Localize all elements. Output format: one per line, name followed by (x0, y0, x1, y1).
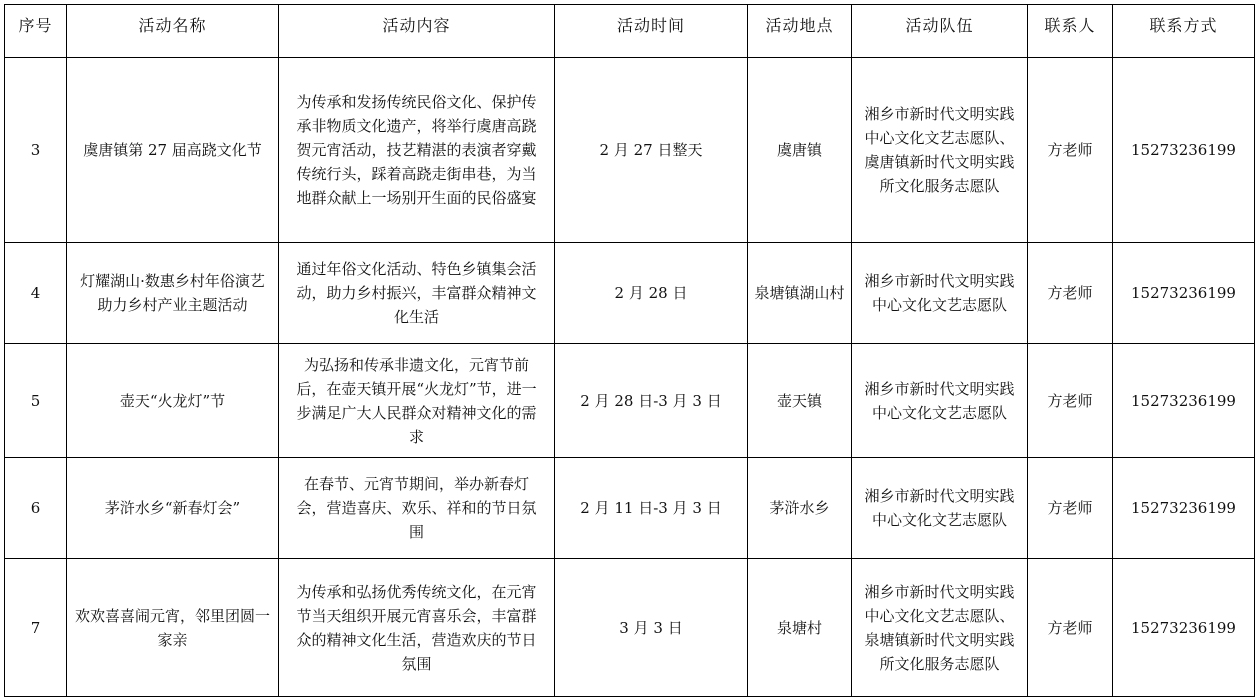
cell-phone: 15273236199 (1113, 344, 1255, 458)
cell-place: 茅浒水乡 (748, 458, 852, 559)
header-index: 序号 (5, 5, 67, 58)
cell-place: 虞唐镇 (748, 58, 852, 243)
cell-name: 壶天“火龙灯”节 (67, 344, 279, 458)
cell-name: 茅浒水乡“新春灯会” (67, 458, 279, 559)
cell-contact: 方老师 (1028, 559, 1113, 697)
cell-place: 壶天镇 (748, 344, 852, 458)
cell-team: 湘乡市新时代文明实践中心文化文艺志愿队、泉塘镇新时代文明实践所文化服务志愿队 (852, 559, 1028, 697)
activity-table-container (4, 4, 1255, 697)
table-row (5, 243, 1255, 344)
cell-content: 通过年俗文化活动、特色乡镇集会活动，助力乡村振兴，丰富群众精神文化生活 (279, 243, 555, 344)
table-row (5, 344, 1255, 458)
header-phone: 联系方式 (1113, 5, 1255, 58)
cell-contact: 方老师 (1028, 344, 1113, 458)
cell-name: 虞唐镇第 27 届高跷文化节 (67, 58, 279, 243)
table-row (5, 458, 1255, 559)
cell-name: 灯耀湖山·数惠乡村年俗演艺助力乡村产业主题活动 (67, 243, 279, 344)
cell-time: 3 月 3 日 (555, 559, 748, 697)
cell-team: 湘乡市新时代文明实践中心文化文艺志愿队 (852, 243, 1028, 344)
cell-phone: 15273236199 (1113, 243, 1255, 344)
cell-content: 为弘扬和传承非遗文化，元宵节前后，在壶天镇开展“火龙灯”节，进一步满足广大人民群众对精神文化的需求 (279, 344, 555, 458)
header-row (5, 5, 1255, 58)
header-time: 活动时间 (555, 5, 748, 58)
header-place: 活动地点 (748, 5, 852, 58)
cell-index: 7 (5, 559, 67, 697)
cell-content: 在春节、元宵节期间，举办新春灯会，营造喜庆、欢乐、祥和的节日氛围 (279, 458, 555, 559)
header-contact: 联系人 (1028, 5, 1113, 58)
table-row (5, 58, 1255, 243)
cell-index: 6 (5, 458, 67, 559)
cell-team: 湘乡市新时代文明实践中心文化文艺志愿队、虞唐镇新时代文明实践所文化服务志愿队 (852, 58, 1028, 243)
header-team: 活动队伍 (852, 5, 1028, 58)
header-name: 活动名称 (67, 5, 279, 58)
cell-contact: 方老师 (1028, 458, 1113, 559)
cell-name: 欢欢喜喜闹元宵，邻里团圆一家亲 (67, 559, 279, 697)
cell-content: 为传承和发扬传统民俗文化、保护传承非物质文化遗产，将举行虞唐高跷贺元宵活动，技艺精湛的表演者穿戴传统行头，踩着高跷走街串巷，为当地群众献上一场别开生面的民俗盛宴 (279, 58, 555, 243)
header-content: 活动内容 (279, 5, 555, 58)
cell-index: 5 (5, 344, 67, 458)
cell-team: 湘乡市新时代文明实践中心文化文艺志愿队 (852, 458, 1028, 559)
cell-contact: 方老师 (1028, 243, 1113, 344)
cell-index: 3 (5, 58, 67, 243)
table-row (5, 559, 1255, 697)
activity-table (4, 4, 1255, 697)
cell-phone: 15273236199 (1113, 559, 1255, 697)
cell-index: 4 (5, 243, 67, 344)
cell-time: 2 月 11 日-3 月 3 日 (555, 458, 748, 559)
cell-time: 2 月 28 日-3 月 3 日 (555, 344, 748, 458)
cell-phone: 15273236199 (1113, 458, 1255, 559)
cell-content: 为传承和弘扬优秀传统文化，在元宵节当天组织开展元宵喜乐会，丰富群众的精神文化生活，营造欢庆的节日氛围 (279, 559, 555, 697)
cell-team: 湘乡市新时代文明实践中心文化文艺志愿队 (852, 344, 1028, 458)
cell-phone: 15273236199 (1113, 58, 1255, 243)
cell-time: 2 月 28 日 (555, 243, 748, 344)
cell-contact: 方老师 (1028, 58, 1113, 243)
cell-place: 泉塘村 (748, 559, 852, 697)
cell-time: 2 月 27 日整天 (555, 58, 748, 243)
cell-place: 泉塘镇湖山村 (748, 243, 852, 344)
